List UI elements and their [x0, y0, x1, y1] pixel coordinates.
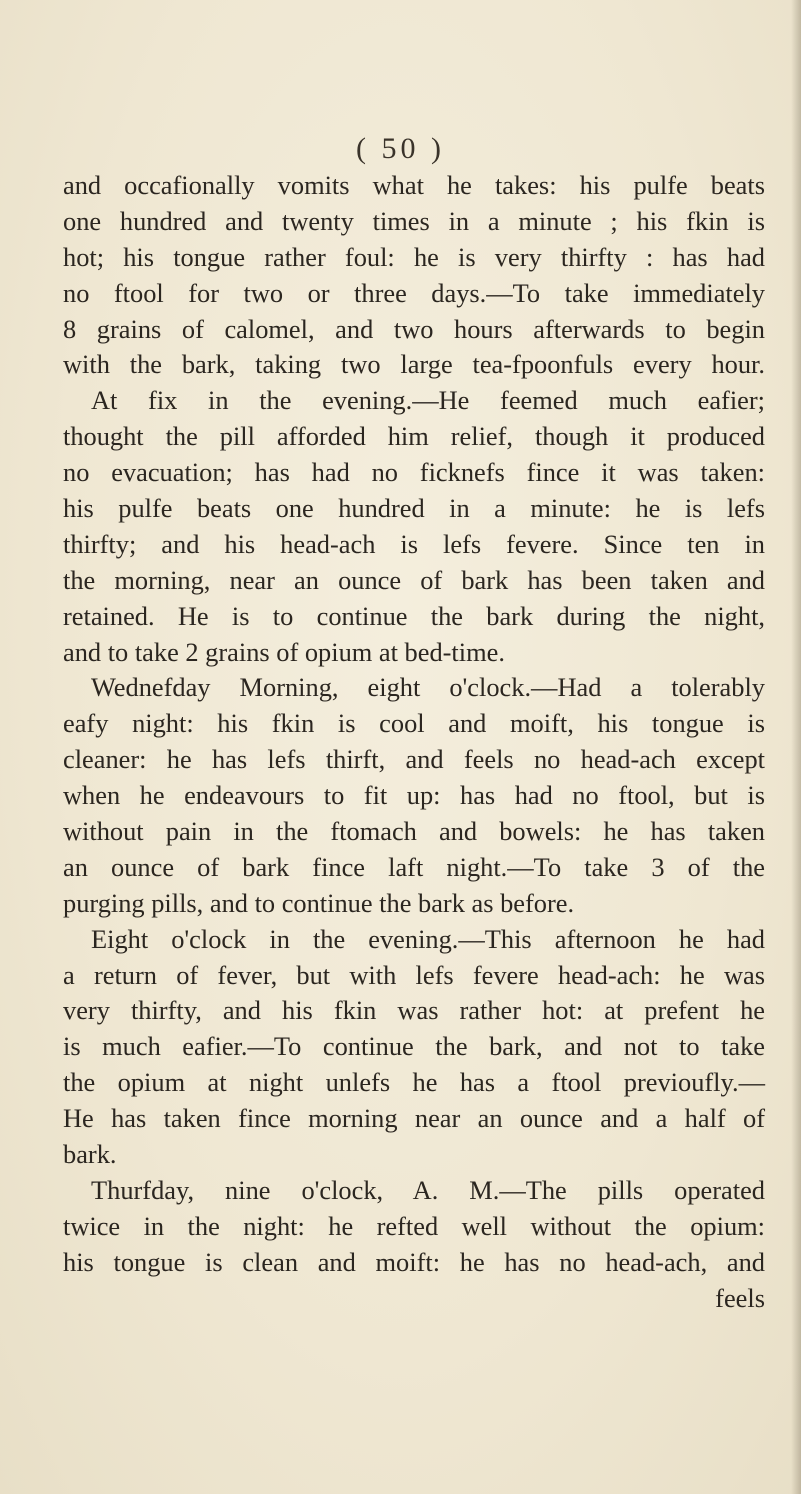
text-line: eafy night: his fkin is cool and moift, his tongue is	[63, 708, 765, 739]
text-line: twice in the night: he refted well without the opium:	[63, 1210, 765, 1241]
text-line: the morning, near an ounce of bark has been taken and	[63, 564, 765, 595]
text-line: with the bark, taking two large tea-fpoonfuls every hour.	[63, 349, 765, 380]
text-line: purging pills, and to continue the bark as before.	[63, 887, 575, 918]
text-line: cleaner: he has lefs thirft, and feels no head-ach except	[63, 744, 765, 775]
text-line: one hundred and twenty times in a minute ; his fkin is	[63, 205, 765, 236]
page-number: ( 50 )	[356, 132, 445, 165]
text-line: the opium at night unlefs he has a ftool previoufly.—	[63, 1067, 765, 1098]
text-line: Wednefday Morning, eight o'clock.—Had a tolerably	[91, 672, 765, 703]
text-line: when he endeavours to fit up: has had no ftool, but is	[63, 780, 765, 811]
text-line: without pain in the ftomach and bowels: he has taken	[63, 816, 765, 847]
text-line: an ounce of bark fince laft night.—To take 3 of the	[63, 851, 765, 882]
text-line: thirfty; and his head-ach is lefs fevere. Since ten in	[63, 528, 765, 559]
text-line: bark.	[63, 1139, 117, 1170]
text-line: hot; his tongue rather foul: he is very thirfty : has had	[63, 241, 765, 272]
catchword: feels	[715, 1282, 765, 1313]
text-line: and occafionally vomits what he takes: his pulfe beats	[63, 170, 765, 200]
text-line: Thurfday, nine o'clock, A. M.—The pills operated	[91, 1174, 765, 1205]
text-line: and to take 2 grains of opium at bed-time.	[63, 636, 505, 667]
text-line: He has taken fince morning near an ounce and a half of	[63, 1103, 765, 1134]
text-line: no ftool for two or three days.—To take immediately	[63, 277, 765, 308]
text-line: 8 grains of calomel, and two hours afterwards to begin	[63, 313, 765, 344]
text-line: a return of fever, but with lefs fevere head-ach: he was	[63, 959, 765, 990]
text-line: no evacuation; has had no ficknefs fince it was taken:	[63, 457, 765, 488]
text-line: retained. He is to continue the bark during the night,	[63, 600, 765, 631]
text-line: very thirfty, and his fkin was rather hot: at prefent he	[63, 995, 765, 1026]
page-edge-shadow	[791, 0, 801, 1494]
text-line: his tongue is clean and moift: he has no head-ach, and	[63, 1246, 765, 1277]
body-text	[63, 168, 765, 1317]
text-line: Eight o'clock in the evening.—This afternoon he had	[91, 923, 765, 954]
text-line: At fix in the evening.—He feemed much eafier;	[91, 385, 765, 416]
text-line: is much eafier.—To continue the bark, and not to take	[63, 1031, 765, 1062]
text-line: thought the pill afforded him relief, though it produced	[63, 421, 765, 452]
text-line: his pulfe beats one hundred in a minute: he is lefs	[63, 493, 765, 524]
